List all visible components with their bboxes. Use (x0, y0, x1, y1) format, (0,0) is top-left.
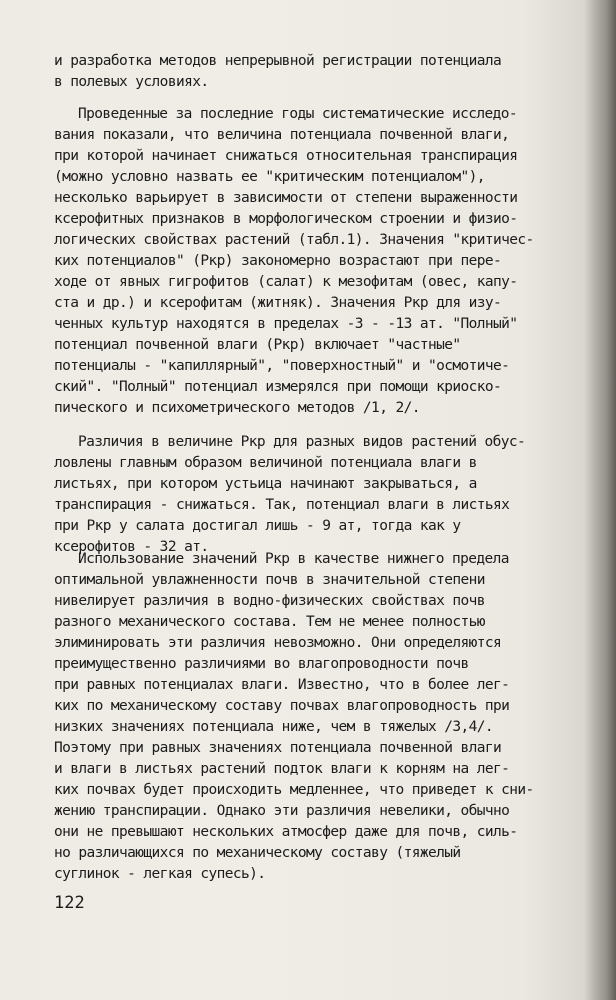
text-line: ких почвах будет происходить медленнее, что приведет к сни- (54, 782, 534, 798)
text-line: разного механического состава. Тем не менее полностью (54, 614, 485, 630)
text-line: ксерофитов - 32 ат. (54, 539, 209, 555)
text-line: листьях, при котором устьица начинают закрываться, а (54, 476, 477, 492)
text-line: потенциалы - "капиллярный", "поверхностный" и "осмотиче- (54, 358, 510, 374)
text-line: ких потенциалов" (Pкр) закономерно возрастают при пере- (54, 253, 502, 269)
text-line: Использование значений Pкр в качестве нижнего предела (78, 551, 509, 567)
text-line: Поэтому при равных значениях потенциала почвенной влаги (54, 740, 502, 756)
text-line: в полевых условиях. (54, 74, 209, 90)
text-line: Проведенные за последние годы систематические исследо- (78, 106, 518, 122)
text-line: потенциал почвенной влаги (Pкр) включает "частные" (54, 337, 461, 353)
text-line: ченных культур находятся в пределах -3 - -13 ат. "Полный" (54, 316, 518, 332)
text-line: при Pкр у салата достигал лишь - 9 ат, тогда как у (54, 518, 461, 534)
text-line: суглинок - легкая супесь). (54, 866, 266, 882)
text-line: они не превышают нескольких атмосфер даже для почв, силь- (54, 824, 518, 840)
text-line: ловлены главным образом величиной потенциала влаги в (54, 455, 477, 471)
text-line: ходе от явных гигрофитов (салат) к мезофитам (овес, капу- (54, 274, 518, 290)
text-line: (можно условно назвать ее "критическим потенциалом"), (54, 169, 485, 185)
text-line: и разработка методов непрерывной регистрации потенциала (54, 53, 502, 69)
text-line: ста и др.) и ксерофитам (житняк). Значения Pкр для изу- (54, 295, 502, 311)
text-line: несколько варьирует в зависимости от степени выраженности (54, 190, 518, 206)
page-number: 122 (54, 893, 85, 913)
text-line: и влаги в листьях растений подток влаги к корням на лег- (54, 761, 510, 777)
text-line: ский". "Полный" потенциал измерялся при помощи криоско- (54, 379, 502, 395)
text-line: ких по механическому составу почвах влагопроводность при (54, 698, 510, 714)
text-line: Различия в величине Pкр для разных видов растений обус- (78, 434, 526, 450)
text-line: ксерофитных признаков в морфологическом строении и физио- (54, 211, 518, 227)
text-line: нивелирует различия в водно-физических свойствах почв (54, 593, 485, 609)
text-line: низких значениях потенциала ниже, чем в тяжелых /3,4/. (54, 719, 494, 735)
text-line: вания показали, что величина потенциала почвенной влаги, (54, 127, 510, 143)
text-line: оптимальной увлажненности почв в значительной степени (54, 572, 485, 588)
text-line: при которой начинает снижаться относительная транспирация (54, 148, 518, 164)
text-line: жению транспирации. Однако эти различия невелики, обычно (54, 803, 510, 819)
text-line: но различающихся по механическому составу (тяжелый (54, 845, 461, 861)
text-line: пического и психометрического методов /1, 2/. (54, 400, 420, 416)
text-line: при равных потенциалах влаги. Известно, что в более лег- (54, 677, 510, 693)
text-line: элиминировать эти различия невозможно. Они определяются (54, 635, 502, 651)
text-line: транспирация - снижаться. Так, потенциал влаги в листьях (54, 497, 510, 513)
text-line: логических свойствах растений (табл.1). Значения "критичес- (54, 232, 534, 248)
text-line: преимущественно различиями во влагопроводности почв (54, 656, 469, 672)
